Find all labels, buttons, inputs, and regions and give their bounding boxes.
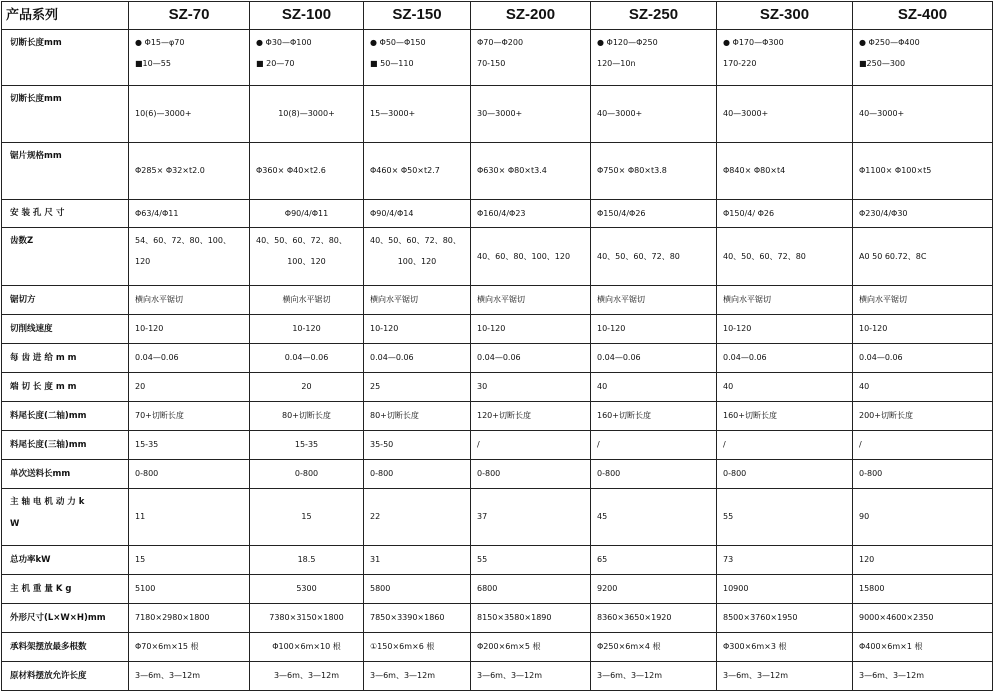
spec-row [2,402,993,431]
spec-cell: 40—3000+ [853,86,993,143]
spec-label: 锯片规格mm [2,143,129,200]
spec-cell-line: 170-220 [723,59,757,68]
spec-cell: 22 [364,489,471,546]
spec-cell: 3—6m、3—12m [591,662,717,691]
spec-cell-line: 40、50、60、72、80、 [370,236,461,245]
model-header: SZ-100 [250,2,364,30]
spec-cell-line: 70-150 [477,59,506,68]
spec-cell-line: ● Φ120—Φ250 [597,38,658,47]
spec-row [2,228,993,286]
spec-label-line: W [10,518,20,529]
spec-cell-line: ● Φ50—Φ150 [370,38,426,47]
spec-cell: 5300 [250,575,364,604]
spec-cell: / [717,431,853,460]
spec-label: 主 机 重 量 K g [2,575,129,604]
spec-cell: 73 [717,546,853,575]
spec-cell: 15-35 [129,431,250,460]
spec-cell: 10-120 [471,315,591,344]
spec-cell: Φ90/4/Φ11 [250,200,364,228]
spec-cell: 10(8)—3000+ [250,86,364,143]
spec-cell-line: Φ70—Φ200 [477,38,524,47]
spec-cell: 37 [471,489,591,546]
spec-label: 切断长度mm [2,86,129,143]
spec-row [2,546,993,575]
spec-cell: 3—6m、3—12m [129,662,250,691]
spec-cell: 7380×3150×1800 [250,604,364,633]
spec-cell: 0.04—0.06 [717,344,853,373]
spec-cell: 10(6)—3000+ [129,86,250,143]
spec-cell: 横向水平锯切 [364,286,471,315]
spec-cell [364,228,471,286]
spec-cell: A0 50 60.72、8C [853,228,993,286]
spec-row [2,286,993,315]
spec-cell: 横向水平锯切 [129,286,250,315]
spec-cell: Φ230/4/Φ30 [853,200,993,228]
spec-cell-line: 40、50、60、72、80、 [256,236,347,245]
spec-label: 承料架摆放最多根数 [2,633,129,662]
spec-cell: Φ460× Φ50×t2.7 [364,143,471,200]
spec-cell: Φ90/4/Φ14 [364,200,471,228]
spec-cell: 横向水平锯切 [591,286,717,315]
model-header: SZ-300 [717,2,853,30]
spec-cell: / [471,431,591,460]
spec-cell: 7180×2980×1800 [129,604,250,633]
spec-cell: 0-800 [717,460,853,489]
spec-cell-line: ● Φ15—φ70 [135,38,185,47]
spec-row [2,633,993,662]
spec-cell: 15 [250,489,364,546]
spec-cell-line: ● Φ250—Φ400 [859,38,920,47]
spec-cell [591,30,717,86]
spec-cell-line: 100、120 [397,257,437,266]
spec-cell: 15-35 [250,431,364,460]
spec-label: 外形尺寸(L×W×H)mm [2,604,129,633]
spec-cell: 120 [853,546,993,575]
spec-label: 总功率kW [2,546,129,575]
spec-cell: 40、60、80、100、120 [471,228,591,286]
spec-cell [364,30,471,86]
spec-row [2,431,993,460]
spec-cell: 10-120 [364,315,471,344]
spec-cell-line: 120—10n [597,59,636,68]
spec-cell: 160+切断长度 [717,402,853,431]
spec-cell: 0-800 [591,460,717,489]
spec-label: 齿数Z [2,228,129,286]
spec-label-line: 主 轴 电 机 动 力 k [10,497,85,507]
spec-cell: 80+切断长度 [250,402,364,431]
spec-cell: 横向水平锯切 [717,286,853,315]
spec-cell: 55 [471,546,591,575]
spec-cell: 10-120 [250,315,364,344]
spec-cell: Φ200×6m×5 根 [471,633,591,662]
spec-cell: 0.04—0.06 [129,344,250,373]
spec-cell: 横向水平锯切 [250,286,364,315]
spec-cell: 0-800 [471,460,591,489]
spec-cell: Φ100×6m×10 根 [250,633,364,662]
spec-cell: Φ630× Φ80×t3.4 [471,143,591,200]
spec-row [2,662,993,691]
spec-cell: 90 [853,489,993,546]
header-corner: 产品系列 [2,2,129,30]
spec-cell: 70+切断长度 [129,402,250,431]
spec-label [2,489,129,546]
spec-label: 切削线速度 [2,315,129,344]
spec-cell: 0.04—0.06 [591,344,717,373]
spec-cell: 10-120 [591,315,717,344]
spec-row [2,344,993,373]
spec-cell [250,228,364,286]
spec-cell: 30 [471,373,591,402]
spec-cell: 3—6m、3—12m [717,662,853,691]
spec-cell: Φ1100× Φ100×t5 [853,143,993,200]
spec-cell: 8360×3650×1920 [591,604,717,633]
spec-row [2,86,993,143]
spec-cell: 6800 [471,575,591,604]
spec-cell: 3—6m、3—12m [364,662,471,691]
spec-cell-line: ■ 50—110 [370,59,414,68]
spec-cell-line: 100、120 [287,257,326,266]
spec-cell: 40 [853,373,993,402]
spec-cell: 65 [591,546,717,575]
model-header: SZ-200 [471,2,591,30]
spec-cell: 10900 [717,575,853,604]
spec-table [1,1,993,691]
spec-cell: 15800 [853,575,993,604]
spec-cell-line: ■ 20—70 [256,59,295,68]
spec-cell: 横向水平锯切 [853,286,993,315]
spec-label: 每 齿 进 给 m m [2,344,129,373]
spec-row [2,143,993,200]
spec-label: 料尾长度(三轴)mm [2,431,129,460]
spec-cell: 0-800 [250,460,364,489]
spec-cell-line: ■250—300 [859,59,906,68]
spec-cell: 40 [591,373,717,402]
spec-label: 安 装 孔 尺 寸 [2,200,129,228]
spec-cell: 40—3000+ [591,86,717,143]
spec-cell: 10-120 [129,315,250,344]
spec-cell: 160+切断长度 [591,402,717,431]
spec-cell: Φ840× Φ80×t4 [717,143,853,200]
spec-cell: 55 [717,489,853,546]
spec-cell [853,30,993,86]
spec-cell: Φ400×6m×1 根 [853,633,993,662]
spec-cell [471,30,591,86]
spec-cell: 3—6m、3—12m [471,662,591,691]
spec-cell: 15 [129,546,250,575]
spec-cell: 25 [364,373,471,402]
spec-cell-line: 54、60、72、80、100、 [135,236,231,245]
spec-cell-line: ■10—55 [135,59,171,68]
spec-cell: 横向水平锯切 [471,286,591,315]
spec-cell: 30—3000+ [471,86,591,143]
model-header: SZ-400 [853,2,993,30]
spec-cell: 3—6m、3—12m [250,662,364,691]
spec-cell: 3—6m、3—12m [853,662,993,691]
spec-cell: Φ750× Φ80×t3.8 [591,143,717,200]
spec-cell [717,30,853,86]
spec-cell: 120+切断长度 [471,402,591,431]
spec-cell: 0-800 [853,460,993,489]
spec-cell: 40、50、60、72、80 [717,228,853,286]
spec-cell: 0.04—0.06 [364,344,471,373]
spec-label: 料尾长度(二轴)mm [2,402,129,431]
spec-cell: / [591,431,717,460]
model-header: SZ-70 [129,2,250,30]
spec-cell: 0-800 [129,460,250,489]
spec-cell: 15—3000+ [364,86,471,143]
spec-cell: 40—3000+ [717,86,853,143]
spec-cell-line: ● Φ30—Φ100 [256,38,312,47]
spec-label: 锯切方 [2,286,129,315]
spec-row [2,200,993,228]
spec-cell: 8500×3760×1950 [717,604,853,633]
spec-cell: 9200 [591,575,717,604]
spec-cell: Φ360× Φ40×t2.6 [250,143,364,200]
spec-cell: 0-800 [364,460,471,489]
spec-cell: 0.04—0.06 [250,344,364,373]
spec-cell: Φ285× Φ32×t2.0 [129,143,250,200]
spec-cell: 18.5 [250,546,364,575]
spec-cell: Φ250×6m×4 根 [591,633,717,662]
spec-cell: 10-120 [717,315,853,344]
spec-cell: 40 [717,373,853,402]
spec-row [2,460,993,489]
spec-cell: Φ63/4/Φ11 [129,200,250,228]
spec-cell: Φ300×6m×3 根 [717,633,853,662]
spec-row [2,315,993,344]
spec-cell: Φ150/4/Φ26 [591,200,717,228]
spec-cell: 45 [591,489,717,546]
spec-cell: 31 [364,546,471,575]
model-header: SZ-250 [591,2,717,30]
spec-cell: Φ160/4/Φ23 [471,200,591,228]
spec-label: 原材料摆放允许长度 [2,662,129,691]
spec-cell: 200+切断长度 [853,402,993,431]
spec-cell [129,228,250,286]
spec-cell: 7850×3390×1860 [364,604,471,633]
model-header: SZ-150 [364,2,471,30]
header-row [2,2,993,30]
spec-cell-line: ● Φ170—Φ300 [723,38,784,47]
spec-cell: 40、50、60、72、80 [591,228,717,286]
spec-cell: ①150×6m×6 根 [364,633,471,662]
spec-row [2,489,993,546]
spec-cell: Φ70×6m×15 根 [129,633,250,662]
spec-cell: 5100 [129,575,250,604]
spec-row [2,575,993,604]
spec-cell: 8150×3580×1890 [471,604,591,633]
spec-label: 端 切 长 度 m m [2,373,129,402]
spec-row [2,373,993,402]
spec-cell: 35-50 [364,431,471,460]
spec-cell: 0.04—0.06 [853,344,993,373]
spec-row [2,30,993,86]
spec-cell: 9000×4600×2350 [853,604,993,633]
spec-cell: 20 [250,373,364,402]
spec-cell [250,30,364,86]
spec-cell-line: 120 [135,257,151,266]
spec-cell: Φ150/4/ Φ26 [717,200,853,228]
spec-cell: 80+切断长度 [364,402,471,431]
spec-label: 切断长度mm [2,30,129,86]
spec-cell: 5800 [364,575,471,604]
spec-row [2,604,993,633]
spec-cell [129,30,250,86]
spec-cell: 0.04—0.06 [471,344,591,373]
spec-cell: 20 [129,373,250,402]
spec-cell: / [853,431,993,460]
spec-cell: 10-120 [853,315,993,344]
spec-label: 单次送料长mm [2,460,129,489]
spec-cell: 11 [129,489,250,546]
